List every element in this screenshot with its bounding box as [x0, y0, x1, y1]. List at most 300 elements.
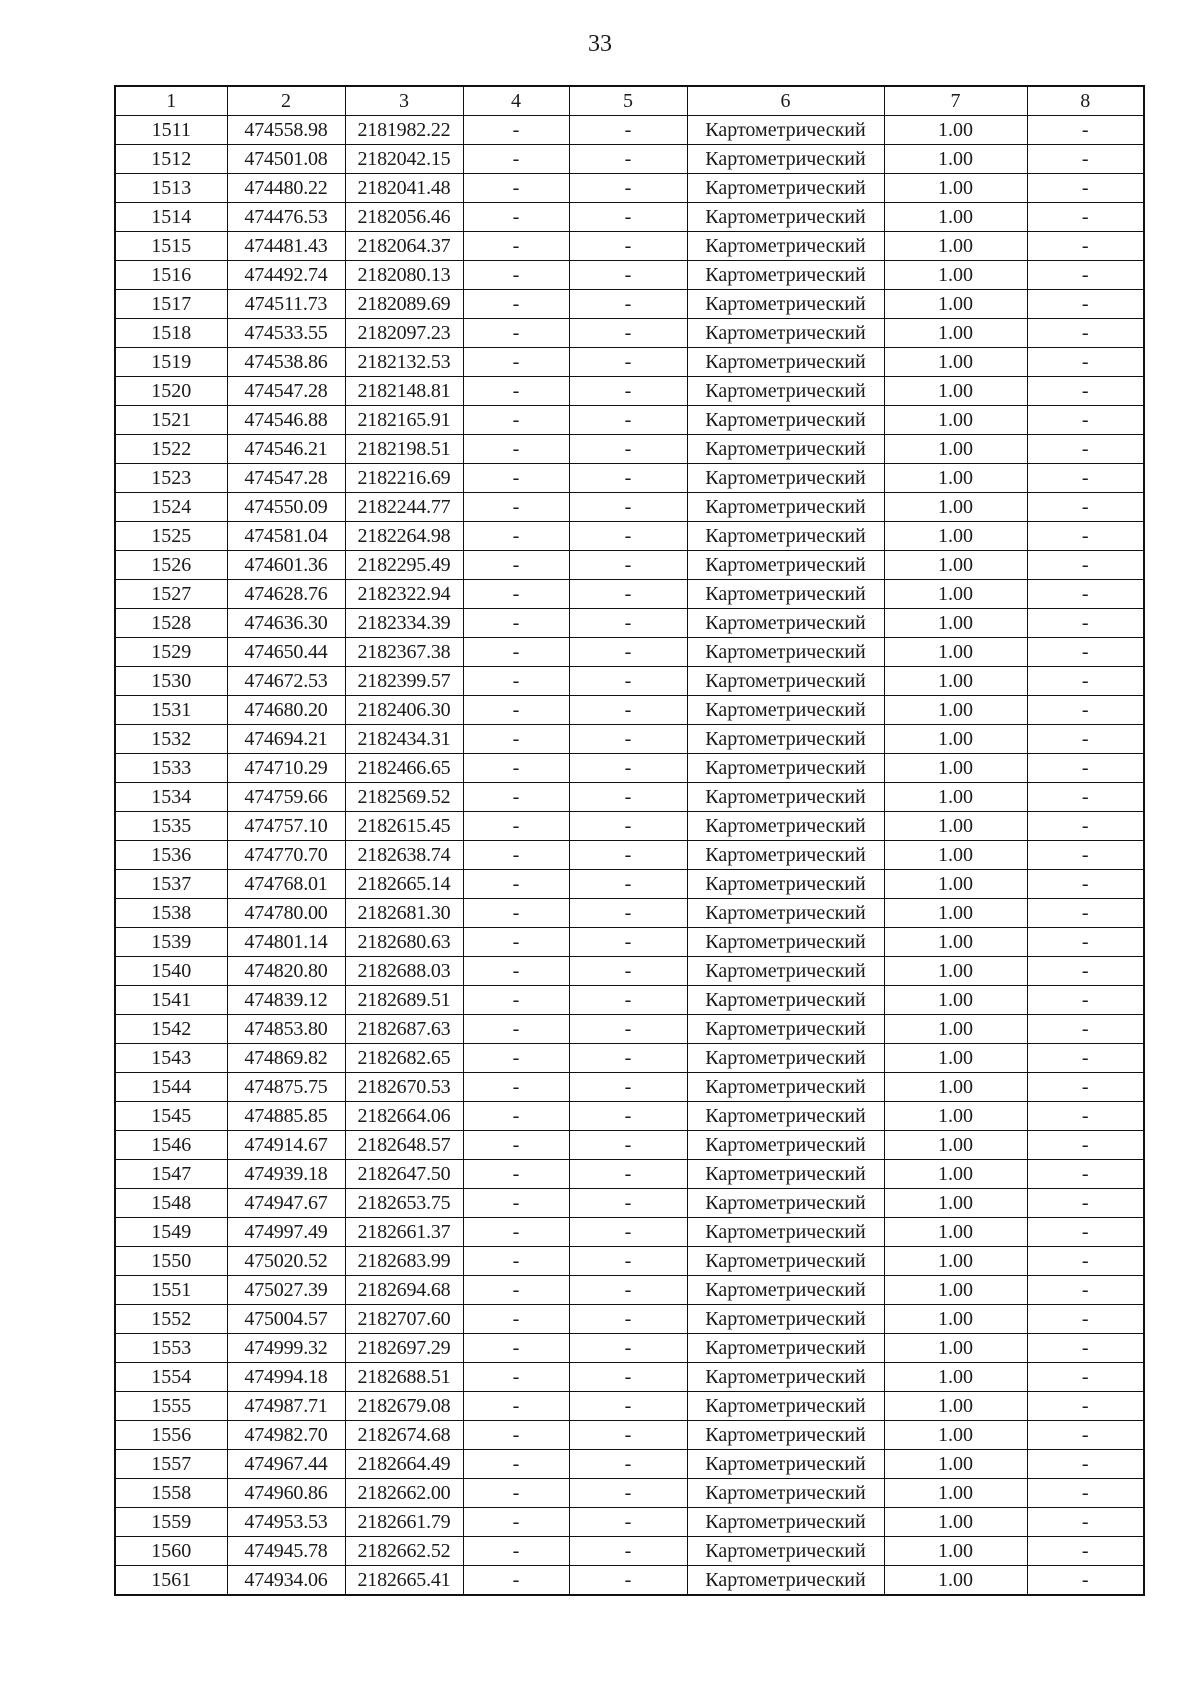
column-8-cell: -: [1027, 1305, 1144, 1334]
column-5-cell: -: [569, 1160, 687, 1189]
point-number-cell: 1525: [115, 522, 227, 551]
column-4-cell: -: [463, 551, 569, 580]
column-8-cell: -: [1027, 957, 1144, 986]
column-8-cell: -: [1027, 348, 1144, 377]
column-header-6: 6: [687, 86, 884, 116]
column-8-cell: -: [1027, 1537, 1144, 1566]
table-header: [115, 86, 1144, 116]
x-coordinate-cell: 474839.12: [227, 986, 345, 1015]
accuracy-cell: 1.00: [884, 783, 1027, 812]
accuracy-cell: 1.00: [884, 957, 1027, 986]
column-8-cell: -: [1027, 145, 1144, 174]
column-5-cell: -: [569, 1131, 687, 1160]
column-4-cell: -: [463, 783, 569, 812]
point-number-cell: 1536: [115, 841, 227, 870]
column-header-1: 1: [115, 86, 227, 116]
point-number-cell: 1526: [115, 551, 227, 580]
column-5-cell: -: [569, 377, 687, 406]
table-row: [115, 1566, 1144, 1596]
accuracy-cell: 1.00: [884, 435, 1027, 464]
x-coordinate-cell: 474480.22: [227, 174, 345, 203]
x-coordinate-cell: 474759.66: [227, 783, 345, 812]
point-number-cell: 1541: [115, 986, 227, 1015]
column-5-cell: -: [569, 1363, 687, 1392]
point-number-cell: 1519: [115, 348, 227, 377]
column-8-cell: -: [1027, 377, 1144, 406]
column-5-cell: -: [569, 435, 687, 464]
column-8-cell: -: [1027, 667, 1144, 696]
point-number-cell: 1511: [115, 116, 227, 145]
accuracy-cell: 1.00: [884, 1160, 1027, 1189]
table-row: [115, 812, 1144, 841]
y-coordinate-cell: 2182665.41: [345, 1566, 463, 1596]
column-5-cell: -: [569, 145, 687, 174]
x-coordinate-cell: 474650.44: [227, 638, 345, 667]
column-4-cell: -: [463, 174, 569, 203]
point-number-cell: 1542: [115, 1015, 227, 1044]
accuracy-cell: 1.00: [884, 174, 1027, 203]
accuracy-cell: 1.00: [884, 551, 1027, 580]
point-number-cell: 1531: [115, 696, 227, 725]
method-cell: Картометрический: [687, 348, 884, 377]
column-8-cell: -: [1027, 1160, 1144, 1189]
x-coordinate-cell: 474768.01: [227, 870, 345, 899]
method-cell: Картометрический: [687, 319, 884, 348]
column-8-cell: -: [1027, 899, 1144, 928]
x-coordinate-cell: 474694.21: [227, 725, 345, 754]
table-row: [115, 1044, 1144, 1073]
point-number-cell: 1535: [115, 812, 227, 841]
column-4-cell: -: [463, 145, 569, 174]
x-coordinate-cell: 474672.53: [227, 667, 345, 696]
x-coordinate-cell: 474987.71: [227, 1392, 345, 1421]
column-8-cell: -: [1027, 290, 1144, 319]
method-cell: Картометрический: [687, 812, 884, 841]
column-8-cell: -: [1027, 464, 1144, 493]
column-8-cell: -: [1027, 522, 1144, 551]
x-coordinate-cell: 474501.08: [227, 145, 345, 174]
y-coordinate-cell: 2182132.53: [345, 348, 463, 377]
accuracy-cell: 1.00: [884, 609, 1027, 638]
column-5-cell: -: [569, 580, 687, 609]
column-8-cell: -: [1027, 638, 1144, 667]
column-8-cell: -: [1027, 1508, 1144, 1537]
column-5-cell: -: [569, 783, 687, 812]
accuracy-cell: 1.00: [884, 1218, 1027, 1247]
column-5-cell: -: [569, 667, 687, 696]
column-5-cell: -: [569, 957, 687, 986]
method-cell: Картометрический: [687, 493, 884, 522]
accuracy-cell: 1.00: [884, 667, 1027, 696]
column-5-cell: -: [569, 1189, 687, 1218]
method-cell: Картометрический: [687, 725, 884, 754]
accuracy-cell: 1.00: [884, 696, 1027, 725]
point-number-cell: 1513: [115, 174, 227, 203]
table-row: [115, 841, 1144, 870]
table-row: [115, 870, 1144, 899]
method-cell: Картометрический: [687, 261, 884, 290]
point-number-cell: 1517: [115, 290, 227, 319]
column-4-cell: -: [463, 203, 569, 232]
table-row: [115, 928, 1144, 957]
column-8-cell: -: [1027, 812, 1144, 841]
x-coordinate-cell: 474533.55: [227, 319, 345, 348]
column-5-cell: -: [569, 841, 687, 870]
table-row: [115, 580, 1144, 609]
y-coordinate-cell: 2182056.46: [345, 203, 463, 232]
method-cell: Картометрический: [687, 1508, 884, 1537]
column-4-cell: -: [463, 957, 569, 986]
y-coordinate-cell: 2182681.30: [345, 899, 463, 928]
point-number-cell: 1523: [115, 464, 227, 493]
y-coordinate-cell: 2182689.51: [345, 986, 463, 1015]
point-number-cell: 1537: [115, 870, 227, 899]
x-coordinate-cell: 474546.88: [227, 406, 345, 435]
column-8-cell: -: [1027, 1189, 1144, 1218]
column-8-cell: -: [1027, 1218, 1144, 1247]
table-row: [115, 1421, 1144, 1450]
x-coordinate-cell: 474680.20: [227, 696, 345, 725]
table-row: [115, 725, 1144, 754]
accuracy-cell: 1.00: [884, 1450, 1027, 1479]
y-coordinate-cell: 2182687.63: [345, 1015, 463, 1044]
x-coordinate-cell: 474997.49: [227, 1218, 345, 1247]
point-number-cell: 1543: [115, 1044, 227, 1073]
method-cell: Картометрический: [687, 406, 884, 435]
x-coordinate-cell: 475027.39: [227, 1276, 345, 1305]
point-number-cell: 1527: [115, 580, 227, 609]
point-number-cell: 1546: [115, 1131, 227, 1160]
column-5-cell: -: [569, 232, 687, 261]
x-coordinate-cell: 474982.70: [227, 1421, 345, 1450]
accuracy-cell: 1.00: [884, 1102, 1027, 1131]
column-4-cell: -: [463, 1102, 569, 1131]
accuracy-cell: 1.00: [884, 1566, 1027, 1596]
table-row: [115, 1479, 1144, 1508]
point-number-cell: 1547: [115, 1160, 227, 1189]
table-row: [115, 1218, 1144, 1247]
method-cell: Картометрический: [687, 667, 884, 696]
accuracy-cell: 1.00: [884, 1392, 1027, 1421]
column-8-cell: -: [1027, 435, 1144, 464]
y-coordinate-cell: 2182683.99: [345, 1247, 463, 1276]
method-cell: Картометрический: [687, 1305, 884, 1334]
x-coordinate-cell: 474550.09: [227, 493, 345, 522]
x-coordinate-cell: 474853.80: [227, 1015, 345, 1044]
method-cell: Картометрический: [687, 1044, 884, 1073]
table-row: [115, 1073, 1144, 1102]
accuracy-cell: 1.00: [884, 754, 1027, 783]
point-number-cell: 1558: [115, 1479, 227, 1508]
table-row: [115, 261, 1144, 290]
method-cell: Картометрический: [687, 783, 884, 812]
x-coordinate-cell: 474960.86: [227, 1479, 345, 1508]
column-8-cell: -: [1027, 203, 1144, 232]
method-cell: Картометрический: [687, 1421, 884, 1450]
y-coordinate-cell: 2182679.08: [345, 1392, 463, 1421]
table-row: [115, 493, 1144, 522]
column-5-cell: -: [569, 1305, 687, 1334]
column-5-cell: -: [569, 725, 687, 754]
point-number-cell: 1561: [115, 1566, 227, 1596]
method-cell: Картометрический: [687, 1276, 884, 1305]
column-header-2: 2: [227, 86, 345, 116]
point-number-cell: 1539: [115, 928, 227, 957]
column-5-cell: -: [569, 203, 687, 232]
page-number: 33: [588, 31, 612, 57]
y-coordinate-cell: 2182664.06: [345, 1102, 463, 1131]
column-4-cell: -: [463, 812, 569, 841]
column-5-cell: -: [569, 870, 687, 899]
header-row: [115, 86, 1144, 116]
table-row: [115, 667, 1144, 696]
column-5-cell: -: [569, 464, 687, 493]
column-4-cell: -: [463, 1276, 569, 1305]
column-8-cell: -: [1027, 1334, 1144, 1363]
y-coordinate-cell: 2182653.75: [345, 1189, 463, 1218]
coordinates-table: [114, 85, 1145, 1596]
column-4-cell: -: [463, 261, 569, 290]
accuracy-cell: 1.00: [884, 522, 1027, 551]
table-row: [115, 899, 1144, 928]
method-cell: Картометрический: [687, 203, 884, 232]
column-4-cell: -: [463, 1537, 569, 1566]
point-number-cell: 1514: [115, 203, 227, 232]
column-4-cell: -: [463, 1479, 569, 1508]
method-cell: Картометрический: [687, 1073, 884, 1102]
table-row: [115, 986, 1144, 1015]
method-cell: Картометрический: [687, 464, 884, 493]
y-coordinate-cell: 2182264.98: [345, 522, 463, 551]
x-coordinate-cell: 474999.32: [227, 1334, 345, 1363]
column-4-cell: -: [463, 638, 569, 667]
column-4-cell: -: [463, 1160, 569, 1189]
column-8-cell: -: [1027, 1073, 1144, 1102]
point-number-cell: 1516: [115, 261, 227, 290]
y-coordinate-cell: 2182148.81: [345, 377, 463, 406]
column-8-cell: -: [1027, 493, 1144, 522]
x-coordinate-cell: 474538.86: [227, 348, 345, 377]
table-row: [115, 290, 1144, 319]
y-coordinate-cell: 2182089.69: [345, 290, 463, 319]
column-4-cell: -: [463, 841, 569, 870]
column-4-cell: -: [463, 1421, 569, 1450]
table-row: [115, 1131, 1144, 1160]
y-coordinate-cell: 2182665.14: [345, 870, 463, 899]
method-cell: Картометрический: [687, 1479, 884, 1508]
column-5-cell: -: [569, 290, 687, 319]
y-coordinate-cell: 2182399.57: [345, 667, 463, 696]
table-body: [115, 116, 1144, 1596]
column-8-cell: -: [1027, 696, 1144, 725]
x-coordinate-cell: 474558.98: [227, 116, 345, 145]
accuracy-cell: 1.00: [884, 638, 1027, 667]
accuracy-cell: 1.00: [884, 725, 1027, 754]
column-5-cell: -: [569, 1450, 687, 1479]
table-row: [115, 1334, 1144, 1363]
x-coordinate-cell: 474875.75: [227, 1073, 345, 1102]
column-4-cell: -: [463, 1305, 569, 1334]
table-row: [115, 377, 1144, 406]
column-5-cell: -: [569, 899, 687, 928]
y-coordinate-cell: 2182434.31: [345, 725, 463, 754]
method-cell: Картометрический: [687, 1566, 884, 1596]
table-row: [115, 145, 1144, 174]
accuracy-cell: 1.00: [884, 1131, 1027, 1160]
accuracy-cell: 1.00: [884, 1073, 1027, 1102]
x-coordinate-cell: 474601.36: [227, 551, 345, 580]
method-cell: Картометрический: [687, 696, 884, 725]
column-5-cell: -: [569, 609, 687, 638]
y-coordinate-cell: 2182322.94: [345, 580, 463, 609]
accuracy-cell: 1.00: [884, 319, 1027, 348]
accuracy-cell: 1.00: [884, 493, 1027, 522]
accuracy-cell: 1.00: [884, 580, 1027, 609]
column-8-cell: -: [1027, 1276, 1144, 1305]
table-row: [115, 1363, 1144, 1392]
column-5-cell: -: [569, 406, 687, 435]
method-cell: Картометрический: [687, 1160, 884, 1189]
column-4-cell: -: [463, 319, 569, 348]
column-8-cell: -: [1027, 841, 1144, 870]
method-cell: Картометрический: [687, 522, 884, 551]
point-number-cell: 1518: [115, 319, 227, 348]
x-coordinate-cell: 474869.82: [227, 1044, 345, 1073]
x-coordinate-cell: 474581.04: [227, 522, 345, 551]
column-4-cell: -: [463, 1073, 569, 1102]
column-5-cell: -: [569, 986, 687, 1015]
table-row: [115, 1392, 1144, 1421]
accuracy-cell: 1.00: [884, 899, 1027, 928]
accuracy-cell: 1.00: [884, 290, 1027, 319]
table-row: [115, 783, 1144, 812]
method-cell: Картометрический: [687, 1450, 884, 1479]
point-number-cell: 1544: [115, 1073, 227, 1102]
point-number-cell: 1530: [115, 667, 227, 696]
y-coordinate-cell: 2182707.60: [345, 1305, 463, 1334]
x-coordinate-cell: 474476.53: [227, 203, 345, 232]
column-4-cell: -: [463, 232, 569, 261]
point-number-cell: 1529: [115, 638, 227, 667]
method-cell: Картометрический: [687, 377, 884, 406]
column-8-cell: -: [1027, 319, 1144, 348]
column-5-cell: -: [569, 1392, 687, 1421]
point-number-cell: 1552: [115, 1305, 227, 1334]
y-coordinate-cell: 2182295.49: [345, 551, 463, 580]
accuracy-cell: 1.00: [884, 1508, 1027, 1537]
point-number-cell: 1554: [115, 1363, 227, 1392]
column-5-cell: -: [569, 1508, 687, 1537]
column-4-cell: -: [463, 406, 569, 435]
table-row: [115, 1305, 1144, 1334]
column-4-cell: -: [463, 1218, 569, 1247]
y-coordinate-cell: 2182216.69: [345, 464, 463, 493]
accuracy-cell: 1.00: [884, 1363, 1027, 1392]
y-coordinate-cell: 2182080.13: [345, 261, 463, 290]
column-8-cell: -: [1027, 1450, 1144, 1479]
accuracy-cell: 1.00: [884, 1189, 1027, 1218]
table-row: [115, 1015, 1144, 1044]
column-8-cell: -: [1027, 1044, 1144, 1073]
x-coordinate-cell: 475020.52: [227, 1247, 345, 1276]
accuracy-cell: 1.00: [884, 261, 1027, 290]
point-number-cell: 1528: [115, 609, 227, 638]
column-4-cell: -: [463, 1247, 569, 1276]
accuracy-cell: 1.00: [884, 464, 1027, 493]
table-row: [115, 232, 1144, 261]
table-row: [115, 174, 1144, 203]
column-8-cell: -: [1027, 928, 1144, 957]
point-number-cell: 1555: [115, 1392, 227, 1421]
point-number-cell: 1551: [115, 1276, 227, 1305]
column-5-cell: -: [569, 1479, 687, 1508]
y-coordinate-cell: 2182688.03: [345, 957, 463, 986]
x-coordinate-cell: 474492.74: [227, 261, 345, 290]
table-row: [115, 1160, 1144, 1189]
y-coordinate-cell: 2182615.45: [345, 812, 463, 841]
point-number-cell: 1522: [115, 435, 227, 464]
method-cell: Картометрический: [687, 899, 884, 928]
accuracy-cell: 1.00: [884, 1479, 1027, 1508]
table-row: [115, 435, 1144, 464]
accuracy-cell: 1.00: [884, 841, 1027, 870]
x-coordinate-cell: 475004.57: [227, 1305, 345, 1334]
column-4-cell: -: [463, 435, 569, 464]
column-4-cell: -: [463, 522, 569, 551]
y-coordinate-cell: 2182670.53: [345, 1073, 463, 1102]
x-coordinate-cell: 474546.21: [227, 435, 345, 464]
y-coordinate-cell: 2182662.00: [345, 1479, 463, 1508]
method-cell: Картометрический: [687, 1015, 884, 1044]
table-row: [115, 203, 1144, 232]
y-coordinate-cell: 2182661.37: [345, 1218, 463, 1247]
column-4-cell: -: [463, 1044, 569, 1073]
column-4-cell: -: [463, 609, 569, 638]
column-5-cell: -: [569, 928, 687, 957]
table-row: [115, 1102, 1144, 1131]
column-5-cell: -: [569, 493, 687, 522]
y-coordinate-cell: 2182198.51: [345, 435, 463, 464]
column-4-cell: -: [463, 1363, 569, 1392]
point-number-cell: 1524: [115, 493, 227, 522]
column-5-cell: -: [569, 1566, 687, 1596]
method-cell: Картометрический: [687, 638, 884, 667]
column-8-cell: -: [1027, 1247, 1144, 1276]
table-row: [115, 1189, 1144, 1218]
table-row: [115, 1450, 1144, 1479]
method-cell: Картометрический: [687, 551, 884, 580]
column-8-cell: -: [1027, 1392, 1144, 1421]
method-cell: Картометрический: [687, 609, 884, 638]
accuracy-cell: 1.00: [884, 1305, 1027, 1334]
accuracy-cell: 1.00: [884, 1334, 1027, 1363]
method-cell: Картометрический: [687, 1189, 884, 1218]
table-row: [115, 406, 1144, 435]
x-coordinate-cell: 474628.76: [227, 580, 345, 609]
column-5-cell: -: [569, 638, 687, 667]
method-cell: Картометрический: [687, 754, 884, 783]
point-number-cell: 1533: [115, 754, 227, 783]
column-4-cell: -: [463, 754, 569, 783]
y-coordinate-cell: 2182042.15: [345, 145, 463, 174]
x-coordinate-cell: 474885.85: [227, 1102, 345, 1131]
column-8-cell: -: [1027, 1102, 1144, 1131]
point-number-cell: 1521: [115, 406, 227, 435]
table-row: [115, 696, 1144, 725]
column-8-cell: -: [1027, 116, 1144, 145]
y-coordinate-cell: 2182041.48: [345, 174, 463, 203]
accuracy-cell: 1.00: [884, 145, 1027, 174]
